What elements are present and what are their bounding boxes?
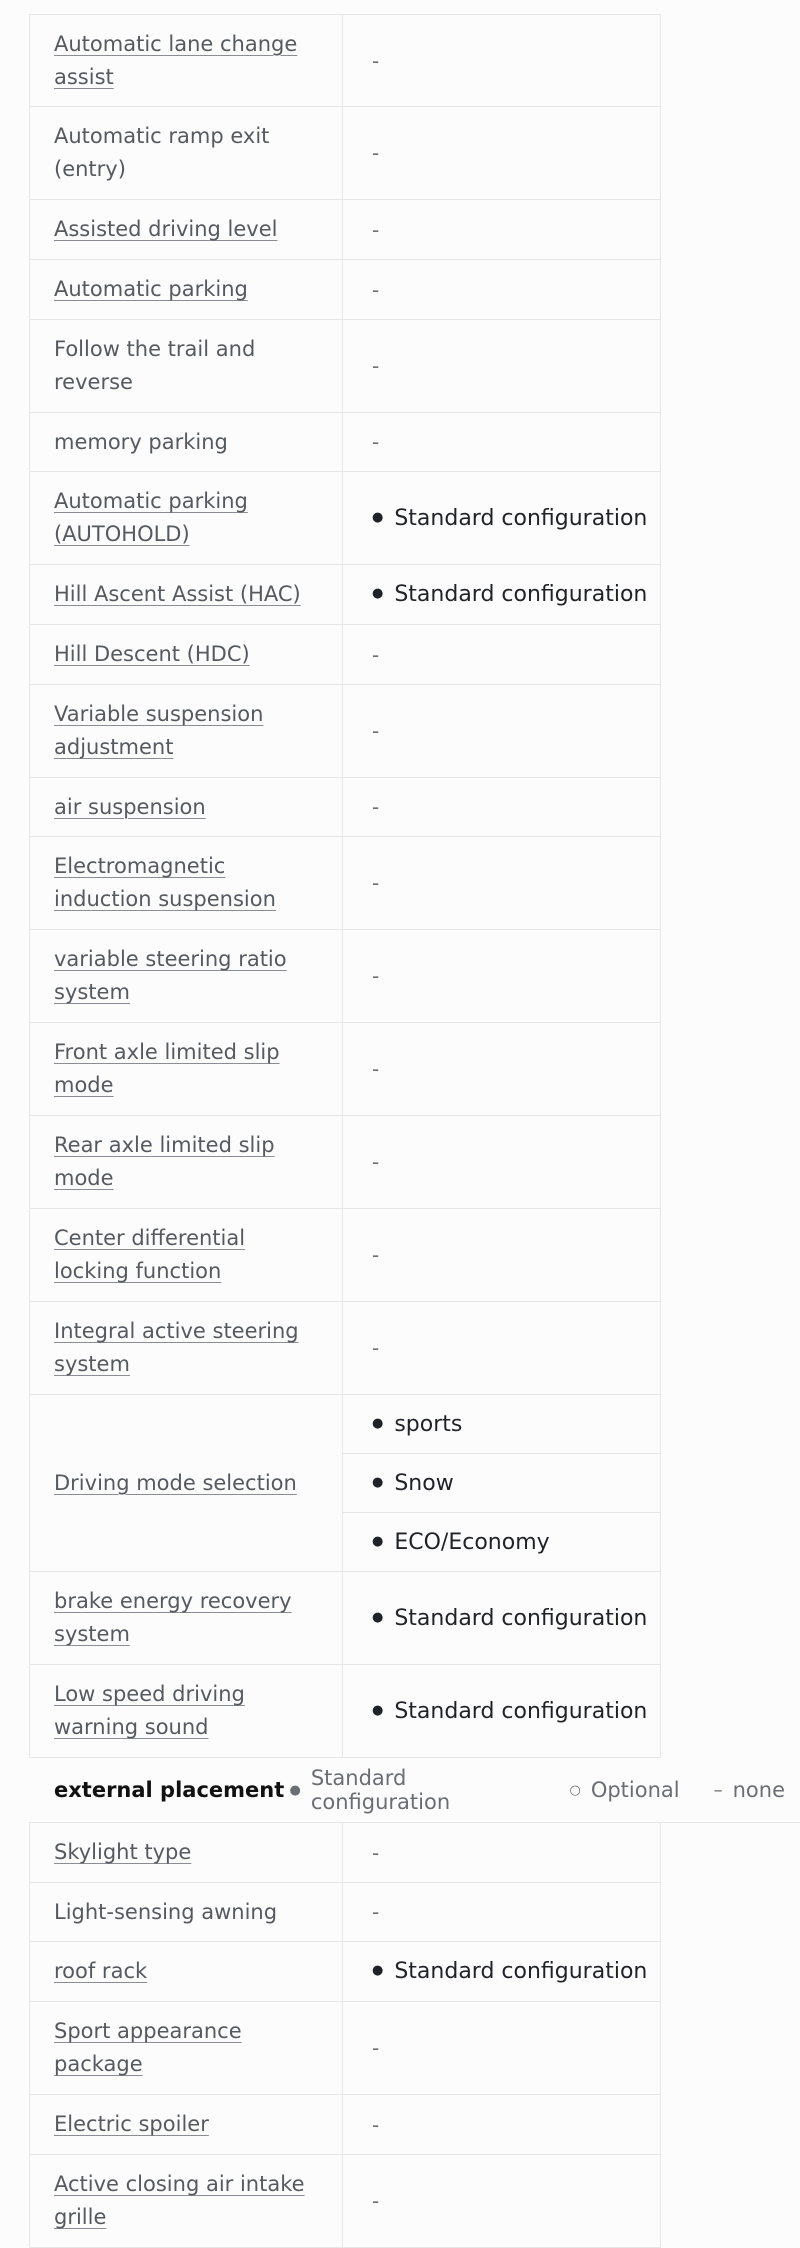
spec-name-link[interactable]: Variable suspension adjustment [54,702,264,759]
spec-name-link[interactable]: Center differential locking function [54,1226,246,1283]
spec-row-brake-energy-recovery-system [29,1572,661,1665]
spec-row-front-axle-limited-slip-mode [29,1023,661,1116]
spec-row-electromagnetic-induction-suspension [29,837,661,930]
spec-row-air-suspension [29,778,661,837]
spec-value-text: sports [394,1411,463,1437]
spec-value-cell [343,1823,660,1882]
hollow-dot-icon: ○ [569,1782,581,1798]
filled-dot-icon: ● [289,1782,301,1798]
spec-value-text: Snow [394,1470,454,1496]
spec-value [343,1302,660,1394]
legend-standard [289,1766,535,1814]
spec-name-cell [30,107,343,199]
spec-row-memory-parking [29,413,661,472]
spec-name-cell [30,625,343,684]
spec-name-link[interactable]: Electromagnetic induction suspension [54,854,276,911]
spec-value-text: Standard configuration [394,1698,648,1724]
spec-value-cell [343,1883,660,1941]
spec-value [343,2095,660,2154]
none-dash: - [372,964,380,988]
spec-name-cell [30,1823,343,1882]
spec-name-cell [30,1942,343,2001]
spec-value-cell [343,1116,660,1208]
spec-name-link[interactable]: Driving mode selection [54,1470,297,1495]
spec-name-link[interactable]: Automatic parking [54,277,248,301]
spec-name-link[interactable]: Assisted driving level [54,217,278,241]
spec-value [343,1572,660,1664]
none-dash: - [372,354,380,378]
none-dash: - [372,1336,380,1360]
spec-value-text: ECO/Economy [394,1529,550,1555]
spec-row-rear-axle-limited-slip-mode [29,1116,661,1209]
spec-name-cell [30,1395,343,1571]
spec-name-label: Follow the trail and reverse [54,337,256,394]
spec-row-variable-suspension-adjustment [29,685,661,778]
spec-name-cell [30,565,343,624]
dash-icon: – [713,1779,723,1801]
spec-name-cell [30,2095,343,2154]
spec-row-driving-mode-selection [29,1395,661,1572]
none-dash: - [372,1150,380,1174]
spec-value-cell [343,625,660,684]
spec-value [343,2155,660,2247]
spec-value-cell [343,685,660,777]
spec-value-cell [343,15,660,106]
spec-name-cell [30,930,343,1022]
spec-name-link[interactable]: brake energy recovery system [54,1589,292,1646]
spec-row-automatic-parking-autohold [29,472,661,565]
legend-optional-label: Optional [590,1778,680,1802]
spec-value [343,200,660,259]
spec-name-cell [30,320,343,412]
spec-name-label: Automatic ramp exit (entry) [54,124,270,181]
spec-value [343,1823,660,1882]
spec-name-link[interactable]: Rear axle limited slip mode [54,1133,275,1190]
none-dash: - [372,277,380,302]
spec-row-variable-steering-ratio-system [29,930,661,1023]
legend-standard-label: Standard configuration [310,1766,451,1814]
spec-value-cell [343,778,660,836]
spec-value [343,320,660,412]
spec-name-link[interactable]: air suspension [54,794,206,819]
spec-name-cell [30,2155,343,2247]
spec-value-cell [343,930,660,1022]
none-dash: - [372,719,380,743]
spec-name-link[interactable]: Integral active steering system [54,1319,299,1376]
spec-value [343,1942,660,2001]
spec-value [343,1512,660,1571]
spec-row-integral-active-steering-system [29,1302,661,1395]
spec-name-link[interactable]: Automatic parking (AUTOHOLD) [54,489,248,546]
spec-name-cell [30,1023,343,1115]
spec-name-cell [30,1116,343,1208]
spec-value [343,15,660,106]
bullet-icon: ● [372,1963,384,1978]
spec-value-cell [343,320,660,412]
legend [289,1766,800,1814]
spec-name-link[interactable]: Hill Descent (HDC) [54,642,250,666]
spec-row-skylight-type [29,1823,661,1883]
spec-row-hill-ascent-assist-hac [29,565,661,625]
spec-value [343,837,660,929]
spec-name-cell [30,1572,343,1664]
spec-value-cell [343,1023,660,1115]
none-dash: - [372,2112,380,2137]
spec-value [343,413,660,471]
spec-value-cell [343,565,660,624]
spec-value-cell [343,2002,660,2094]
spec-name-link[interactable]: Automatic lane change assist [54,31,298,89]
spec-name-link[interactable]: Low speed driving warning sound [54,1682,245,1739]
none-dash: - [372,2036,380,2060]
spec-name-link[interactable]: roof rack [54,1959,148,1983]
spec-name-link[interactable]: Sport appearance package [54,2019,242,2076]
spec-row-automatic-lane-change-assist [29,14,661,107]
spec-value-cell [343,1302,660,1394]
spec-row-automatic-ramp-exit-entry [29,107,661,200]
spec-value [343,2002,660,2094]
spec-name-cell [30,200,343,259]
spec-name-link[interactable]: Skylight type [54,1840,192,1864]
none-dash: - [372,642,380,667]
spec-value-cell [343,2155,660,2247]
spec-value-text: Standard configuration [394,1959,648,1984]
spec-value-text: Standard configuration [394,1605,648,1631]
spec-row-low-speed-driving-warning-sound [29,1665,661,1758]
none-dash: - [372,1243,380,1267]
none-dash: - [372,871,380,895]
spec-value [343,685,660,777]
spec-name-cell [30,1209,343,1301]
spec-name-cell [30,1883,343,1941]
legend-none [714,1778,785,1802]
spec-name-cell [30,15,343,106]
spec-row-center-differential-locking-function [29,1209,661,1302]
spec-name-cell [30,837,343,929]
spec-name-cell [30,472,343,564]
spec-value [343,565,660,624]
none-dash: - [372,795,380,819]
spec-value [343,930,660,1022]
none-dash: - [372,48,380,73]
spec-value [343,1665,660,1757]
spec-name-cell [30,1665,343,1757]
spec-value [343,107,660,199]
spec-value-cell [343,2095,660,2154]
spec-row-assisted-driving-level [29,200,661,260]
spec-row-light-sensing-awning [29,1883,661,1942]
none-dash: - [372,1900,380,1924]
spec-row-active-closing-air-intake-grille [29,2155,661,2248]
spec-value-text: Standard configuration [394,505,648,531]
spec-value-cell [343,837,660,929]
spec-name-cell [30,1302,343,1394]
spec-row-roof-rack [29,1942,661,2002]
spec-row-sport-appearance-package [29,2002,661,2095]
spec-value-text: Standard configuration [394,582,648,607]
spec-value [343,1023,660,1115]
spec-value-cell [343,200,660,259]
bullet-icon: ● [372,1474,384,1490]
legend-none-label: none [732,1778,785,1802]
spec-value-cell [343,413,660,471]
bullet-icon: ● [372,1609,384,1625]
legend-optional [569,1778,679,1802]
bullet-icon: ● [372,1533,384,1549]
spec-value [343,778,660,836]
spec-value [343,1453,660,1512]
spec-name-link[interactable]: variable steering ratio system [54,947,287,1004]
none-dash: - [372,430,380,454]
spec-value [343,1883,660,1941]
spec-name-link[interactable]: Active closing air intake grille [54,2172,305,2229]
spec-value-cell [343,1209,660,1301]
spec-row-electric-spoiler [29,2095,661,2155]
spec-value-cell [343,1942,660,2001]
spec-name-label: memory parking [54,429,228,454]
spec-value [343,472,660,564]
spec-value-cell [343,472,660,564]
spec-name-link[interactable]: Electric spoiler [54,2112,209,2136]
bullet-icon: ● [372,1702,384,1718]
spec-name-cell [30,2002,343,2094]
spec-table [29,14,785,2248]
spec-value [343,1395,660,1453]
none-dash: - [372,2189,380,2213]
none-dash: - [372,1057,380,1081]
spec-name-cell [30,413,343,471]
bullet-icon: ● [372,586,384,601]
none-dash: - [372,1840,380,1865]
spec-name-cell [30,778,343,836]
section-header [29,1758,800,1823]
spec-value [343,260,660,319]
spec-value-cell [343,1395,660,1571]
section-title: external placement [54,1778,285,1802]
spec-row-automatic-parking [29,260,661,320]
spec-value [343,1209,660,1301]
bullet-icon: ● [372,509,384,525]
external-rows [29,1823,661,2248]
driving-assist-rows [29,14,661,1758]
spec-value [343,1116,660,1208]
spec-value-cell [343,1665,660,1757]
spec-name-link[interactable]: Hill Ascent Assist (HAC) [54,582,301,606]
spec-name-link[interactable]: Front axle limited slip mode [54,1040,280,1097]
spec-value-cell [343,1572,660,1664]
spec-value-cell [343,260,660,319]
spec-value-cell [343,107,660,199]
none-dash: - [372,217,380,242]
spec-row-hill-descent-hdc [29,625,661,685]
spec-name-cell [30,685,343,777]
spec-name-cell [30,260,343,319]
spec-name-label: Light-sensing awning [54,1899,278,1924]
spec-value [343,625,660,684]
none-dash: - [372,141,380,165]
spec-row-follow-the-trail-and-reverse [29,320,661,413]
bullet-icon: ● [372,1415,384,1431]
